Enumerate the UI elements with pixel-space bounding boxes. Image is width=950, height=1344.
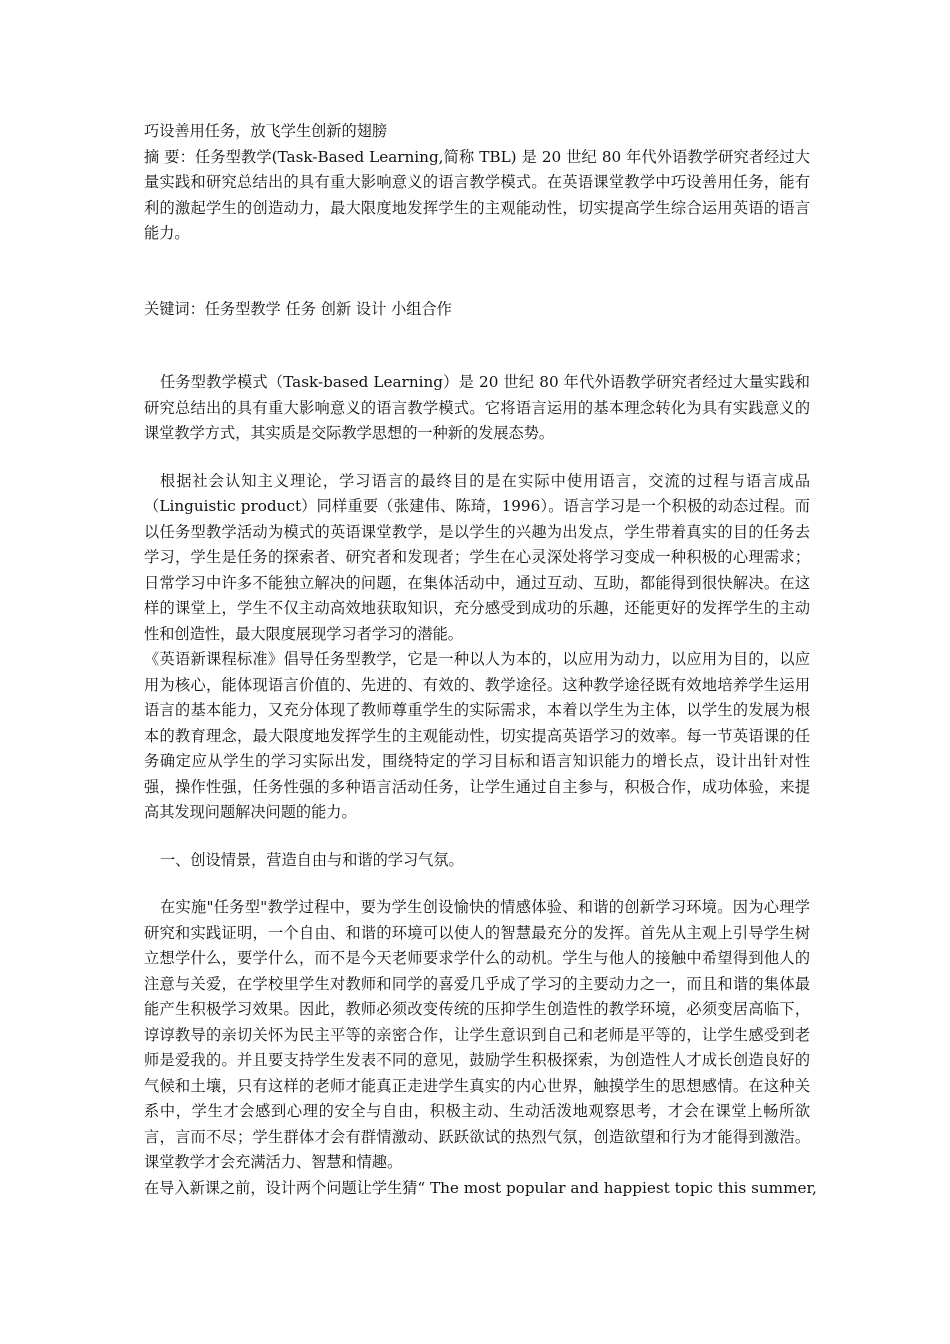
paragraph-5: 在导入新课之前，设计两个问题让学生猜“ The most popular and happiest topic this summer, <box>144 1178 817 1197</box>
spacer <box>144 322 810 370</box>
paragraph-1: 任务型教学模式（Task-based Learning）是 20 世纪 80 年代外语教学研究者经过大量实践和研究总结出的具有重大影响意义的语言教学模式。它将语言运用的基本理念转化为具有实践意义的课堂教学方式，其实质是交际教学思想的一种新的发展态势。 <box>144 373 810 442</box>
document-page <box>144 119 817 1201</box>
abstract: 摘 要：任务型教学(Task-Based Learning,简称 TBL) 是 20 世纪 80 年代外语教学研究者经过大量实践和研究总结出的具有重大影响意义的语言教学模式。在英语课堂教学中巧设善用任务，能有利的激起学生的创造动力，最大限度地发挥学生的主观能动性，切实提高学生综合运用英语的语言能力。 <box>144 147 810 242</box>
paragraph-4: 在实施"任务型"教学过程中，要为学生创设愉快的情感体验、和谐的创新学习环境。因为心理学研究和实践证明，一个自由、和谐的环境可以使人的智慧最充分的发挥。首先从主观上引导学生树立想学什么，要学什么，而不是今天老师要求学什么的动机。学生与他人的接触中希望得到他人的注意与关爱，在学校里学生对教师和同学的喜爱几乎成了学习的主要动力之一，而且和谐的集体最能产生积极学习效果。因此，教师必须改变传统的压抑学生创造性的教学环境，必须变居高临下，谆谆教导的亲切关怀为民主平等的亲密合作，让学生意识到自己和老师是平等的，让学生感受到老师是爱我的。并且要支持学生发表不同的意见，鼓励学生积极探索，为创造性人才成长创造良好的气候和土壤，只有这样的老师才能真正走进学生真实的内心世界，触摸学生的思想感情。在这种关系中，学生才会感到心理的安全与自由，积极主动、生动活泼地观察思考，才会在课堂上畅所欲言，言而不尽；学生群体才会有群情激动、跃跃欲试的热烈气氛，创造欲望和行为才能得到激浩。课堂教学才会充满活力、智慧和情趣。 <box>144 898 810 1171</box>
spacer <box>144 247 810 297</box>
spacer <box>144 873 810 895</box>
paragraph-2: 根据社会认知主义理论，学习语言的最终目的是在实际中使用语言，交流的过程与语言成品（Linguistic product）同样重要（张建伟、陈琦，1996）。语言学习是一个积极的动态过程。而以任务型教学活动为模式的英语课堂教学，是以学生的兴趣为出发点，学生带着真实的目的任务去学习，学生是任务的探索者、研究者和发现者；学生在心灵深处将学习变成一种积极的心理需求；日常学习中许多不能独立解决的问题，在集体活动中，通过互动、互助，都能得到很快解决。在这样的课堂上，学生不仅主动高效地获取知识，充分感受到成功的乐趣，还能更好的发挥学生的主动性和创造性，最大限度展现学习者学习的潜能。 <box>144 471 810 643</box>
paragraph-3: 《英语新课程标准》倡导任务型教学，它是一种以人为本的，以应用为动力，以应用为目的，以应用为核心，能体现语言价值的、先进的、有效的、教学途径。这种教学途径既有效地培养学生运用语言的基本能力，又充分体现了教师尊重学生的实际需求，本着以学生为主体，以学生的发展为根本的教育理念，最大限度地发挥学生的主观能动性，切实提高英语学习的效率。每一节英语课的任务确定应从学生的学习实际出发，围绕特定的学习目标和语言知识能力的增长点，设计出针对性强，操作性强，任务性强的多种语言活动任务，让学生通过自主参与，积极合作，成功体验，来提高其发现问题解决问题的能力。 <box>144 650 810 821</box>
spacer <box>144 826 810 848</box>
document-title: 巧设善用任务，放飞学生创新的翅膀 <box>144 122 387 140</box>
keywords: 关键词：任务型教学 任务 创新 设计 小组合作 <box>144 299 452 318</box>
spacer <box>144 447 810 469</box>
section-heading: 一、创设情景，营造自由与和谐的学习气氛。 <box>159 850 464 869</box>
